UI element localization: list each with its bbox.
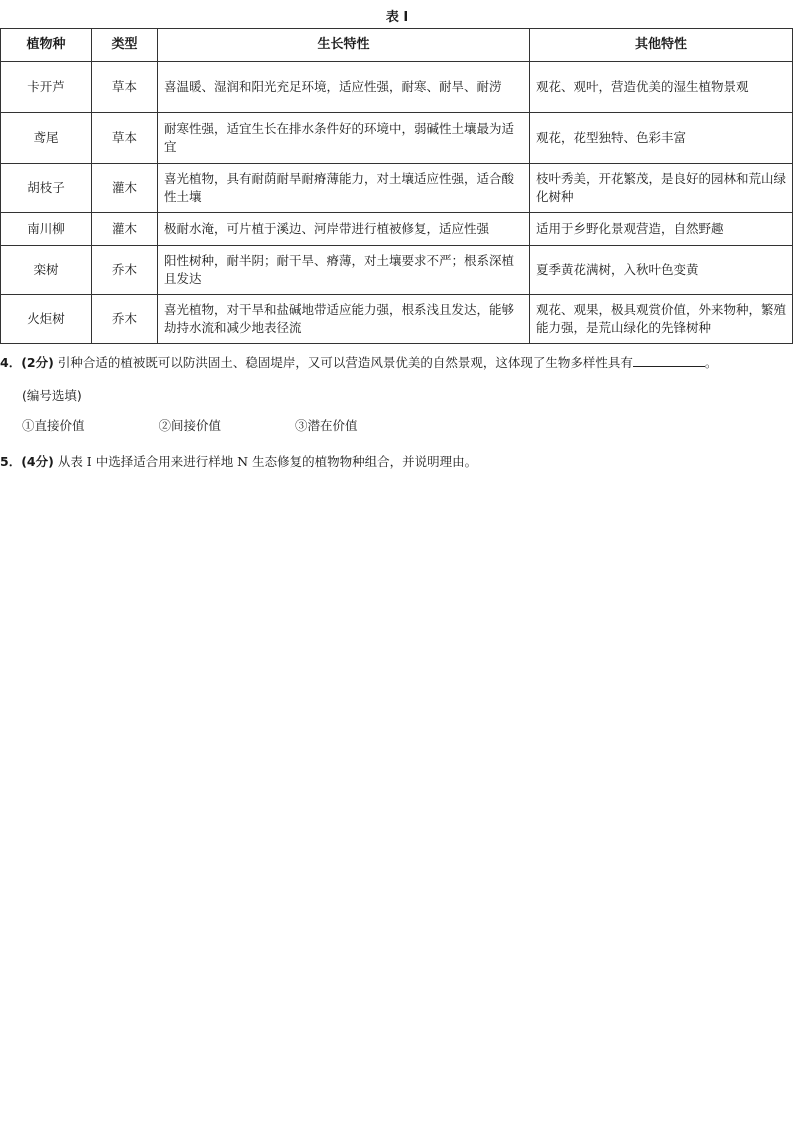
- question-4-text: 引种合适的植被既可以防洪固土、稳固堤岸，又可以营造风景优美的自然景观，这体现了生物多样性具有: [57, 355, 633, 370]
- cell-type: 乔木: [92, 246, 158, 295]
- cell-other: 枝叶秀美，开花繁茂，是良好的园林和荒山绿化树种: [530, 164, 793, 213]
- cell-species: 栾树: [1, 246, 92, 295]
- option-potential-value: ③潜在价值: [295, 418, 358, 433]
- question-4: [0, 352, 717, 373]
- cell-type: 草本: [92, 113, 158, 164]
- answer-blank[interactable]: [633, 352, 705, 367]
- table-header-row: [1, 29, 793, 62]
- question-5-number: 5．(4分): [0, 454, 54, 469]
- cell-growth: 喜光植物，具有耐荫耐旱耐瘠薄能力，对土壤适应性强，适合酸性土壤: [158, 164, 530, 213]
- option-list: [22, 416, 428, 434]
- cell-other: 观花、观果，极具观赏价值，外来物种，繁殖能力强，是荒山绿化的先锋树种: [530, 295, 793, 344]
- cell-other: 夏季黄花满树，入秋叶色变黄: [530, 246, 793, 295]
- plant-species-table: [0, 28, 793, 344]
- table-row: [1, 295, 793, 344]
- cell-growth: 极耐水淹，可片植于溪边、河岸带进行植被修复，适应性强: [158, 213, 530, 246]
- question-4-number: 4．(2分): [0, 355, 54, 370]
- table-row: [1, 213, 793, 246]
- cell-species: 胡枝子: [1, 164, 92, 213]
- cell-growth: 喜温暖、湿润和阳光充足环境，适应性强，耐寒、耐旱、耐涝: [158, 62, 530, 113]
- table-row: [1, 113, 793, 164]
- table-row: [1, 246, 793, 295]
- option-indirect-value: ②间接价值: [158, 418, 222, 433]
- table-row: [1, 62, 793, 113]
- cell-type: 草本: [92, 62, 158, 113]
- cell-growth: 阳性树种，耐半阴；耐干旱、瘠薄，对土壤要求不严；根系深植且发达: [158, 246, 530, 295]
- table-caption: 表 I: [385, 10, 409, 25]
- header-other: 其他特性: [530, 29, 793, 62]
- header-growth: 生长特性: [158, 29, 530, 62]
- cell-type: 灌木: [92, 213, 158, 246]
- question-5: [0, 452, 477, 472]
- question-5-text: 从表 I 中选择适合用来进行样地 N 生态修复的植物物种组合，并说明理由。: [57, 454, 478, 469]
- cell-other: 观花、观叶，营造优美的湿生植物景观: [530, 62, 793, 113]
- cell-type: 灌木: [92, 164, 158, 213]
- cell-other: 观花，花型独特、色彩丰富: [530, 113, 793, 164]
- cell-species: 卡开芦: [1, 62, 92, 113]
- cell-other: 适用于乡野化景观营造，自然野趣: [530, 213, 793, 246]
- cell-growth: 耐寒性强，适宜生长在排水条件好的环境中，弱碱性土壤最为适宜: [158, 113, 530, 164]
- option-direct-value: ①直接价值: [22, 418, 85, 433]
- fill-hint: (编号选填): [22, 388, 82, 403]
- cell-species: 火炬树: [1, 295, 92, 344]
- question-4-end: 。: [704, 355, 718, 370]
- header-species: 植物种: [1, 29, 92, 62]
- cell-growth: 喜光植物，对干旱和盐碱地带适应能力强，根系浅且发达，能够劫持水流和减少地表径流: [158, 295, 530, 344]
- header-type: 类型: [92, 29, 158, 62]
- cell-type: 乔木: [92, 295, 158, 344]
- table-row: [1, 164, 793, 213]
- cell-species: 鸢尾: [1, 113, 92, 164]
- cell-species: 南川柳: [1, 213, 92, 246]
